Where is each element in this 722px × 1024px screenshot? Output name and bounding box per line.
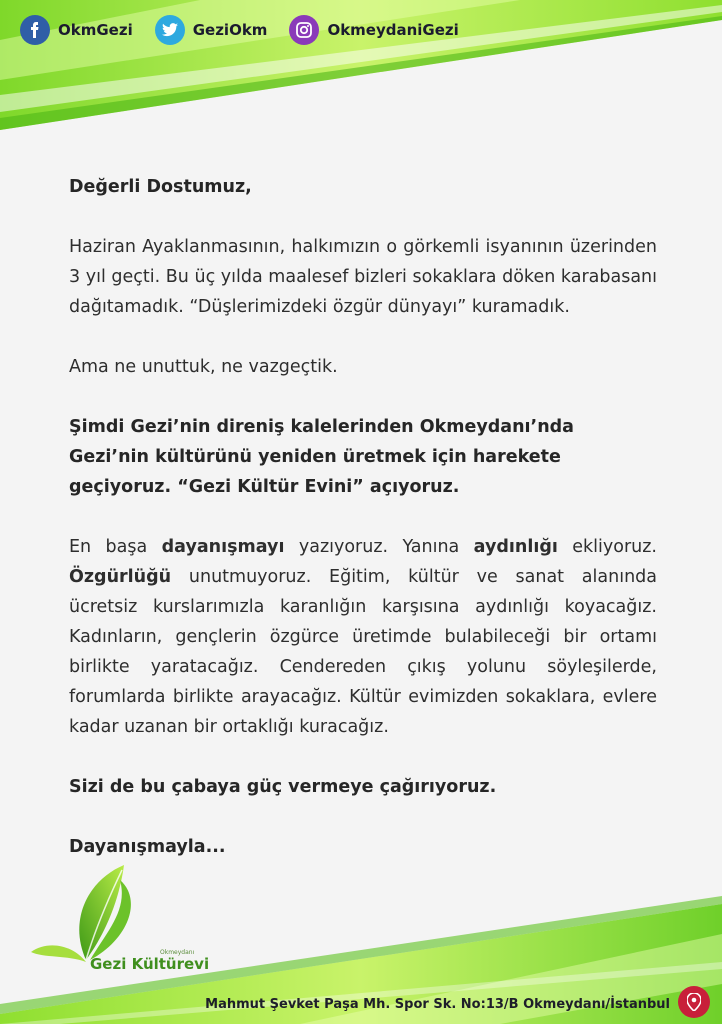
p4-bold-freedom: Özgürlüğü bbox=[69, 567, 172, 587]
facebook-icon bbox=[20, 15, 50, 45]
letter-paragraph-1: Haziran Ayaklanmasının, halkımızın o görkemli isyanının üzerinden 3 yıl geçti. Bu üç yılda maalesef bizleri sokaklara döken karabasanı dağıtamadık. “Düşlerimizdeki özgür dünyayı” kuramadık. bbox=[69, 237, 657, 317]
letter-body bbox=[69, 172, 657, 892]
letter-paragraph-5: Sizi de bu çabaya güç vermeye çağırıyoruz. bbox=[69, 777, 497, 797]
letter-paragraph-2: Ama ne unuttuk, ne vazgeçtik. bbox=[69, 357, 338, 377]
location-pin-icon bbox=[678, 986, 710, 1018]
p4-bold-enlightenment: aydınlığı bbox=[473, 537, 558, 557]
logo-subtitle: Okmeydanı bbox=[160, 949, 195, 956]
twitter-link[interactable] bbox=[155, 15, 268, 45]
social-bar bbox=[20, 12, 481, 48]
facebook-link[interactable] bbox=[20, 15, 133, 45]
letter-paragraph-4 bbox=[69, 532, 657, 742]
letter-paragraph-3: Şimdi Gezi’nin direniş kalelerinden Okmeydanı’nda Gezi’nin kültürünü yeniden üretmek için harekete geçiyoruz. “Gezi Kültür Evini” açıyoruz. bbox=[69, 417, 574, 497]
gezi-kulturevi-logo bbox=[28, 860, 208, 980]
letter-closing: Dayanışmayla... bbox=[69, 837, 226, 857]
instagram-handle: OkmeydaniGezi bbox=[327, 21, 459, 39]
p4-text-1: En başa bbox=[69, 537, 162, 557]
letter-greeting: Değerli Dostumuz, bbox=[69, 177, 252, 197]
footer-address: Mahmut Şevket Paşa Mh. Spor Sk. No:13/B Okmeydanı/İstanbul bbox=[205, 997, 670, 1012]
p4-text-2: yazıyoruz. Yanına bbox=[284, 537, 474, 557]
facebook-handle: OkmGezi bbox=[58, 21, 133, 39]
p4-text-3: ekliyoruz. bbox=[557, 537, 657, 557]
logo-name: Gezi Kültürevi bbox=[90, 955, 210, 973]
p4-text-4: unutmuyoruz. Eğitim, kültür ve sanat alanında ücretsiz kurslarımızla karanlığın karşısına aydınlığı koyacağız. Kadınların, gençlerin özgürce üretimde bulabileceği bir ortamı birlikte yaratacağız. Cendereden çıkış yolunu söyleşilerde, forumlarda birlikte arayacağız. Kültür evimizden sokaklara, evlere kadar uzanan bir ortaklığı kuracağız. bbox=[69, 567, 657, 737]
twitter-handle: GeziOkm bbox=[192, 21, 268, 39]
p4-bold-solidarity: dayanışmayı bbox=[161, 537, 285, 557]
instagram-icon bbox=[289, 15, 319, 45]
twitter-icon bbox=[155, 15, 185, 45]
instagram-link[interactable] bbox=[289, 15, 458, 45]
